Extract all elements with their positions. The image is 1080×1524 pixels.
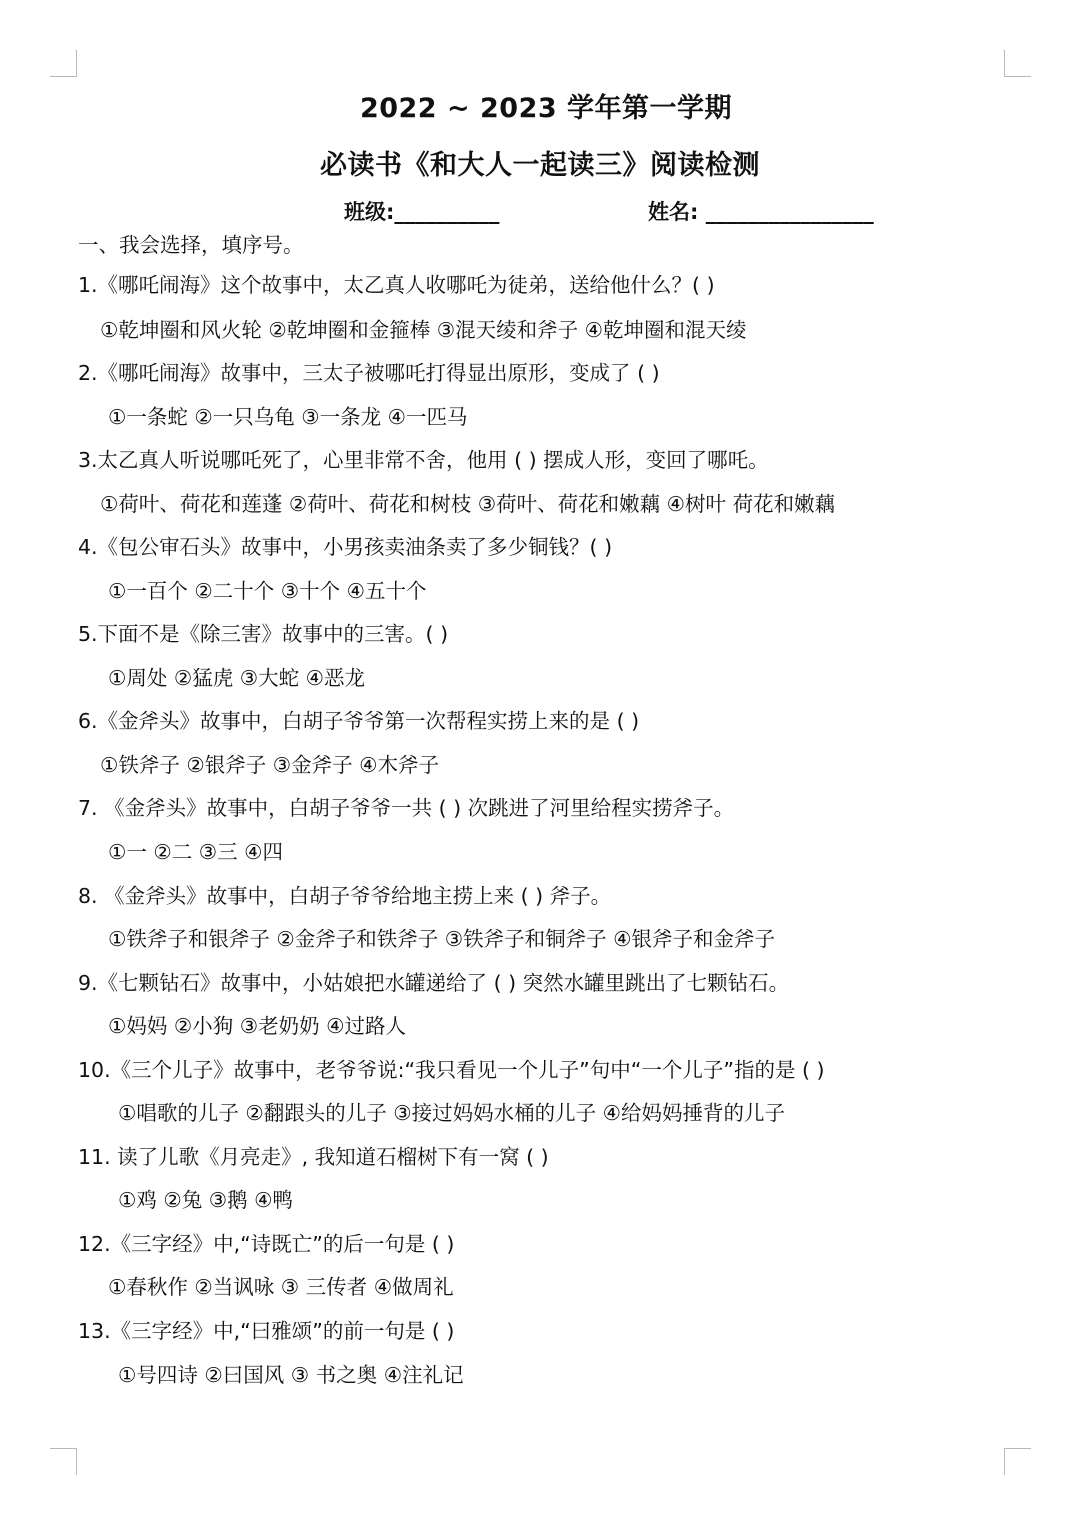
question-7: 7. 《金斧头》故事中，白胡子爷爷一共 ( ) 次跳进了河里给程实捞斧子。 [78,796,735,820]
options-1: ①乾坤圈和风火轮 ②乾坤圈和金箍棒 ③混天绫和斧子 ④乾坤圈和混天绫 [100,318,747,342]
question-10: 10.《三个儿子》故事中，老爷爷说:“我只看见一个儿子”句中“一个儿子”指的是 ( ) [78,1058,825,1082]
options-6: ①铁斧子 ②银斧子 ③金斧子 ④木斧子 [100,753,440,777]
options-13: ①号四诗 ②曰国风 ③ 书之奥 ④注礼记 [118,1363,464,1387]
crop-mark-top-right [1004,50,1031,77]
options-12: ①春秋作 ②当讽咏 ③ 三传者 ④做周礼 [108,1275,454,1299]
options-5: ①周处 ②猛虎 ③大蛇 ④恶龙 [108,666,366,690]
options-4: ①一百个 ②二十个 ③十个 ④五十个 [108,579,427,603]
question-11: 11. 读了儿歌《月亮走》, 我知道石榴树下有一窝 ( ) [78,1145,549,1169]
question-5: 5.下面不是《除三害》故事中的三害。( ) [78,622,449,646]
options-7: ①一 ②二 ③三 ④四 [108,840,284,864]
options-8: ①铁斧子和银斧子 ②金斧子和铁斧子 ③铁斧子和铜斧子 ④银斧子和金斧子 [108,927,776,951]
question-1: 1.《哪吒闹海》这个故事中，太乙真人收哪吒为徒弟，送给他什么？( ) [78,273,715,297]
options-2: ①一条蛇 ②一只乌龟 ③一条龙 ④一匹马 [108,405,468,429]
question-12: 12.《三字经》中,“诗既亡”的后一句是 ( ) [78,1232,455,1256]
options-3: ①荷叶、荷花和莲蓬 ②荷叶、荷花和树枝 ③荷叶、荷花和嫩藕 ④树叶 荷花和嫩藕 [100,492,836,516]
question-13: 13.《三字经》中,“曰雅颂”的前一句是 ( ) [78,1319,455,1343]
question-4: 4.《包公审石头》故事中，小男孩卖油条卖了多少铜钱？( ) [78,535,613,559]
crop-mark-top-left [50,50,77,77]
crop-mark-bottom-right [1004,1448,1031,1475]
question-9: 9.《七颗钻石》故事中，小姑娘把水罐递给了 ( ) 突然水罐里跳出了七颗钻石。 [78,971,790,995]
class-field: 班级:__________ [344,200,500,224]
name-field: 姓名: ________________ [648,200,874,224]
question-3: 3.太乙真人听说哪吒死了，心里非常不舍，他用 ( ) 摆成人形，变回了哪吒。 [78,448,769,472]
question-8: 8. 《金斧头》故事中，白胡子爷爷给地主捞上来 ( ) 斧子。 [78,884,612,908]
crop-mark-bottom-left [50,1448,77,1475]
question-6: 6.《金斧头》故事中，白胡子爷爷第一次帮程实捞上来的是 ( ) [78,709,640,733]
document-title-test: 必读书《和大人一起读三》阅读检测 [320,150,760,181]
document-title-term: 2022 ~ 2023 学年第一学期 [359,93,733,124]
options-10: ①唱歌的儿子 ②翻跟头的儿子 ③接过妈妈水桶的儿子 ④给妈妈捶背的儿子 [118,1101,786,1125]
options-11: ①鸡 ②兔 ③鹅 ④鸭 [118,1188,294,1212]
section-heading: 一、我会选择，填序号。 [78,233,304,257]
question-2: 2.《哪吒闹海》故事中，三太子被哪吒打得显出原形，变成了 ( ) [78,361,660,385]
options-9: ①妈妈 ②小狗 ③老奶奶 ④过路人 [108,1014,407,1038]
